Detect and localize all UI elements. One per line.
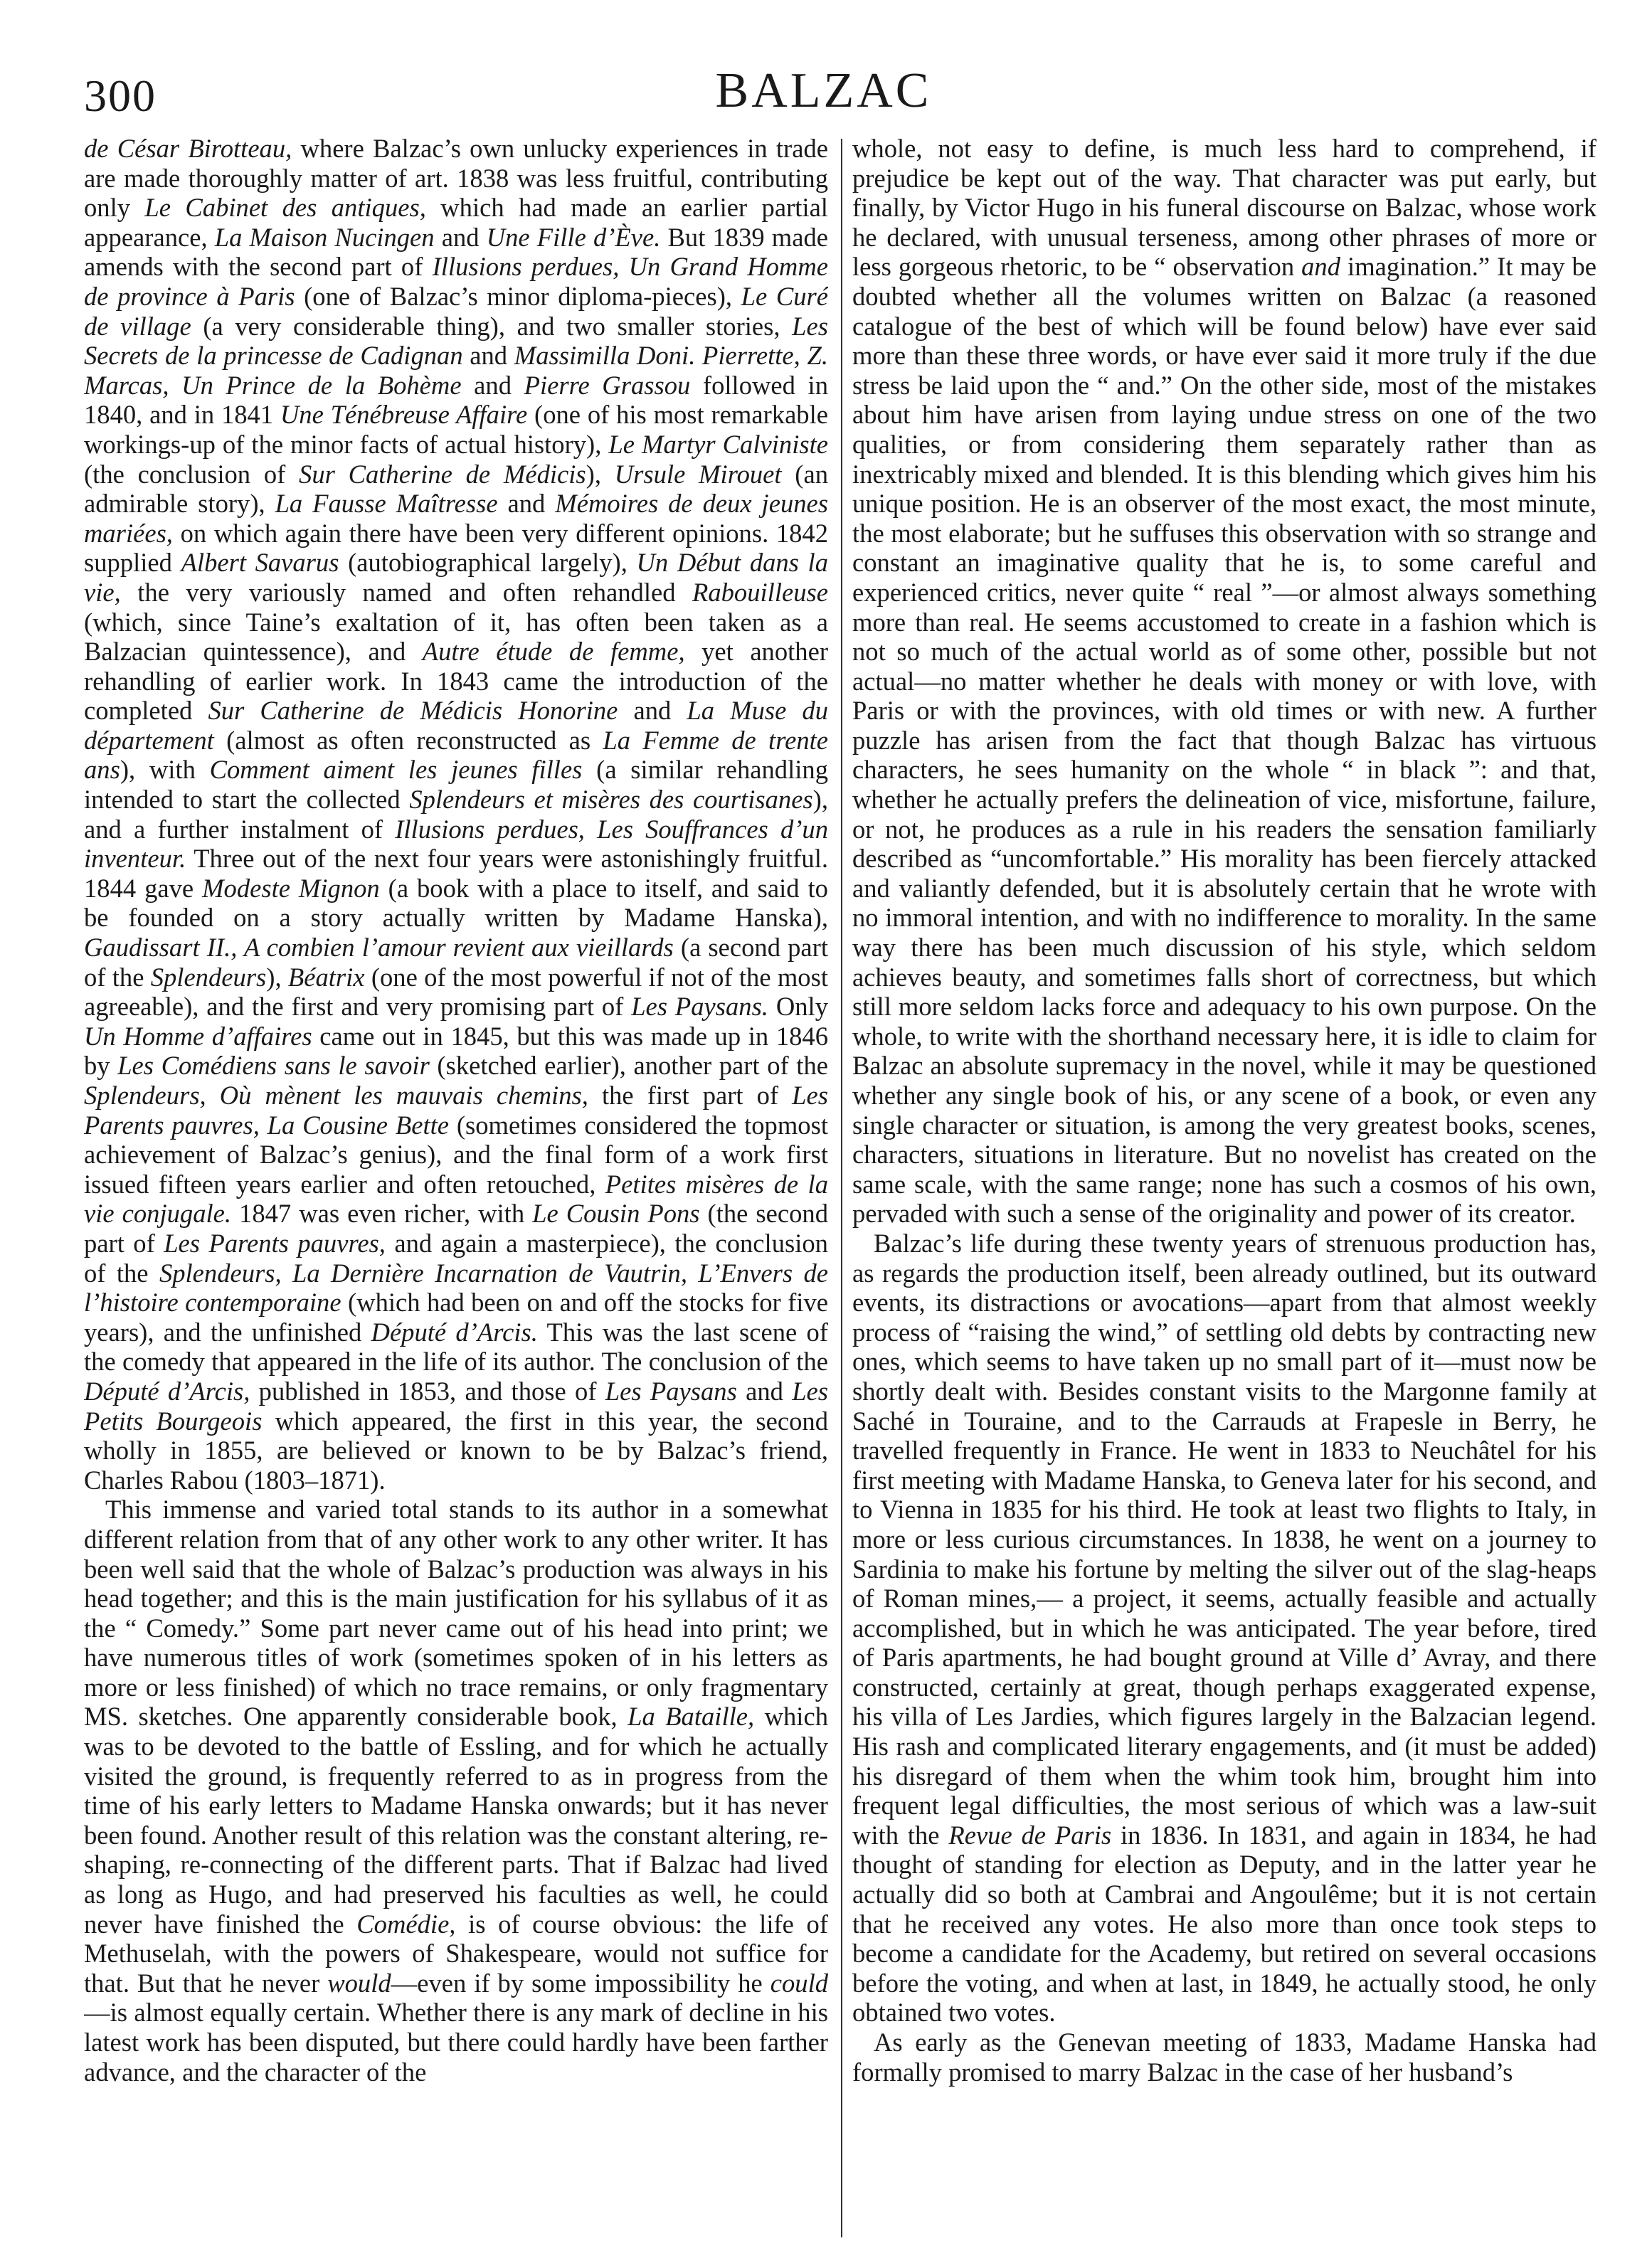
text-run: (sometimes considered the topmost achievement of Balzac’s genius), and the final form of a work first issued fifteen years earlier and often retouched, <box>84 1110 828 1199</box>
paragraph <box>84 1495 828 2087</box>
text-run: (a similar rehandling intended to start the collected <box>84 755 828 815</box>
text-run: where Balzac’s own unlucky experiences in trade are made thoroughly matter of art. 1838 was less fruitful, contributing only <box>84 134 828 223</box>
italic-title-run: Député d’Arcis. <box>371 1317 538 1347</box>
text-run: and <box>461 370 524 400</box>
text-run: followed in 1840, and in 1841 <box>84 370 828 430</box>
italic-title-run: Les Petits Bourgeois <box>84 1376 828 1436</box>
italic-title-run: Les Paysans. <box>631 992 768 1022</box>
italic-title-run: La Bataille, <box>627 1702 755 1732</box>
italic-title-run: Petites misères de la vie conjugale. <box>84 1169 828 1229</box>
italic-title-run: Les Paysans <box>605 1376 737 1406</box>
column-divider <box>841 139 842 2237</box>
italic-title-run: Le Cousin Pons <box>532 1199 700 1229</box>
text-run: Balzac’s life during these twenty years of strenuous production has, as regards the production itself, been already outlined, but its outward events, its distractions or avocations—apart from that almost weekly process of “raising the wind,” of settling old debts by contracting new ones, which seems to have taken up no small part of it—must now be shortly dealt with. Besides constant visits to the Margonne family at Saché in Touraine, and to the Carrauds at Frapesle in Berry, he travelled frequently in France. He went in 1833 to Neuchâtel for his first meeting with Madame Hanska, to Geneva later for his second, and to Vienna in 1835 for his third. He took at least two flights to Italy, in more or less curious circumstances. In 1838, he went on a journey to Sardinia to make his fortune by melting the silver out of the slag-heaps of Roman mines,— a project, it seems, actually feasible and actually accomplished, but in which he was anticipated. The year before, tired of Paris apartments, he had bought ground at Ville d’ Avray, and there constructed, certainly at great, though perhaps exaggerated expense, his villa of Les Jardies, which figures largely in the Balzacian legend. His rash and complicated literary engagements, and (it must be added) his disregard of them when the whim took him, brought him into frequent legal difficulties, the most serious of which was a law-suit with the <box>852 1228 1596 1850</box>
paragraph <box>84 134 828 1495</box>
italic-title-run: could <box>770 1968 828 1998</box>
italic-title-run: Splendeurs <box>150 962 267 992</box>
text-run: (which had been on and off the stocks for five years), and the unfinished <box>84 1288 828 1347</box>
italic-title-run: Le Cabinet des antiques, <box>144 193 426 223</box>
italic-title-run: Le Martyr Calviniste <box>608 429 828 459</box>
right-column <box>852 134 1596 2250</box>
italic-title-run: Sur Catherine de Médicis <box>299 459 586 489</box>
page-number: 300 <box>84 70 157 121</box>
italic-title-run: Rabouilleuse <box>692 577 828 607</box>
italic-title-run: Les Secrets de la princesse de Cadignan <box>84 311 828 371</box>
text-run: imagination.” It may be doubted whether all the volumes written on Balzac (a reasoned catalogue of the best of which will be found below) have ever said more than these three words, or have ever said it more truly if the due stress be laid upon the “ and.” On the other side, most of the mistakes about him have arisen from laying undue stress on one of the two qualities, or from considering them separately rather than as inextricably mixed and blended. It is this blending which gives him his unique position. He is an observer of the most exact, the most minute, the most elaborate; but he suffuses this observation with so strange and constant an imaginative quality that he is, to some careful and experienced critics, never quite “ real ”—or almost always something more than real. He seems accustomed to create in a fashion which is not so much of the actual world as of some other, possible but not actual—no matter whether he deals with money or with love, with Paris or with the provinces, with old times or with new. A further puzzle has arisen from the fact that though Balzac has virtuous characters, he sees humanity on the whole “ in black ”: and that, whether he actually prefers the delineation of vice, misfortune, failure, or not, he produces as a rule in his readers the sensation familiarly described as “uncomfortable.” His morality has been fiercely attacked and valiantly defended, but it is absolutely certain that he wrote with no immoral intention, and with no indifference to morality. In the same way there has been much discussion of his style, which seldom achieves beauty, and sometimes falls short of correctness, but which still more seldom lacks force and adequacy to his own purpose. On the whole, to write with the shorthand necessary here, it is idle to claim for Balzac an absolute supremacy in the novel, while it may be questioned whether any single book of his, or any scene of a book, or even any single character or situation, is among the very greatest books, scenes, characters, situations in literature. But no novelist has created on the same scale, with the same range; none has such a cosmos of his own, pervaded with such a sense of the originality and power of its creator. <box>852 252 1596 1229</box>
italic-title-run: Revue de Paris <box>948 1820 1112 1850</box>
text-run: Only <box>768 992 828 1022</box>
italic-title-run: Mémoires de deux jeunes mariées, <box>84 489 828 548</box>
text-run: (sketched earlier), another part of the <box>429 1051 828 1081</box>
text-run: 1847 was even richer, with <box>231 1199 533 1229</box>
text-run: which appeared, the first in this year, the second wholly in 1855, are believed or known to be by Balzac’s friend, Charles Rabou (1803–1871). <box>84 1406 828 1495</box>
text-run: ), and a further instalment of <box>84 785 828 844</box>
text-run: (an admirable story), <box>84 459 828 519</box>
text-run: (the second part of <box>84 1199 828 1258</box>
text-run: the very variously named and often rehandled <box>120 577 693 607</box>
text-run: ), <box>586 459 615 489</box>
text-run: (a second part of the <box>84 933 828 992</box>
text-run: Three out of the next four years were astonishingly fruitful. 1844 gave <box>84 844 828 903</box>
text-run: and <box>497 489 556 519</box>
text-run: in 1836. In 1831, and again in 1834, he had thought of standing for election as Deputy, and in the latter year he actually did so both at Cambrai and Angoulême; but it is not certain that he received any votes. He also more than once took steps to become a candidate for the Academy, but retired on several occasions before the voting, and when at last, in 1849, he actually stood, he only obtained two votes. <box>852 1820 1596 2028</box>
text-run: —is almost equally certain. Whether there is any mark of decline in his latest work has been disputed, but there could hardly have been farther advance, and the character of the <box>84 1998 828 2087</box>
italic-title-run: Les Parents pauvres, <box>164 1228 386 1258</box>
italic-title-run: Pierre Grassou <box>524 370 691 400</box>
italic-title-run: Un Homme d’affaires <box>84 1021 312 1051</box>
italic-title-run: Député d’Arcis, <box>84 1376 250 1406</box>
italic-title-run: La Femme de trente ans <box>84 725 828 785</box>
italic-title-run: would <box>327 1968 391 1998</box>
italic-title-run: Massimilla Doni. Pierrette, Z. Marcas, Un Prince de la Bohème <box>84 341 828 400</box>
text-run: ), <box>266 962 288 992</box>
italic-title-run: Sur Catherine de Médicis Honorine <box>208 696 618 726</box>
italic-title-run: Le Curé de village <box>84 281 828 341</box>
text-run: (one of Balzac’s minor diploma-pieces), <box>295 281 741 311</box>
italic-title-run: and <box>1301 252 1341 282</box>
text-run: is of course obvious: the life of Methuselah, with the powers of Shakespeare, would not suffice for that. But that he never <box>84 1909 828 1998</box>
text-run: and <box>462 341 514 371</box>
text-run: This was the last scene of the comedy that appeared in the life of its author. The conclusion of the <box>84 1317 828 1377</box>
left-column <box>84 134 828 2250</box>
text-run: and <box>434 222 487 252</box>
text-run: (one of the most powerful if not of the most agreeable), and the first and very promising part of <box>84 962 828 1022</box>
italic-title-run: Comment aiment les jeunes filles <box>209 755 583 785</box>
italic-title-run: Splendeurs, La Dernière Incarnation de Vautrin, L’Envers de l’histoire contemporaine <box>84 1258 828 1318</box>
italic-title-run: Illusions perdues, Un Grand Homme de province à Paris <box>84 252 828 311</box>
italic-title-run: Modeste Mignon <box>202 873 380 903</box>
text-run: —even if by some impossibility he <box>391 1968 770 1998</box>
italic-title-run: Gaudissart II., A combien l’amour revient aux vieillards <box>84 933 674 963</box>
italic-title-run: Une Fille d’Ève. <box>486 222 661 252</box>
text-run: ), with <box>120 755 210 785</box>
text-run: (one of his most remarkable workings-up of the minor facts of actual history), <box>84 400 828 459</box>
text-run: and <box>618 696 687 726</box>
paragraph <box>852 1229 1596 2028</box>
paragraph <box>852 2028 1596 2087</box>
italic-title-run: Béatrix <box>287 962 365 992</box>
italic-title-run: Les Comédiens sans le savoir <box>117 1051 430 1081</box>
text-run: (which, since Taine’s exaltation of it, has often been taken as a Balzacian quintessence), and <box>84 607 828 667</box>
text-run: the first part of <box>588 1081 793 1110</box>
page-header <box>0 50 1647 128</box>
italic-title-run: Splendeurs, Où mènent les mauvais chemins, <box>84 1081 588 1110</box>
italic-title-run: La Muse du département <box>84 696 828 755</box>
text-run: on which again there have been very different opinions. 1842 supplied <box>84 518 828 578</box>
text-run: (a book with a place to itself, and said to be founded on a story actually written by Madame Hanska), <box>84 873 828 933</box>
italic-title-run: Albert Savarus <box>181 548 339 578</box>
text-run: As early as the Genevan meeting of 1833, Madame Hanska had formally promised to marry Balzac in the case of her husband’s <box>852 2028 1596 2087</box>
italic-title-run: Autre étude de femme, <box>422 637 685 667</box>
text-run: which had made an earlier partial appearance, <box>84 193 828 252</box>
italic-title-run: Comédie, <box>356 1909 456 1939</box>
italic-title-run: Les Parents pauvres, La Cousine Bette <box>84 1081 828 1140</box>
text-run: came out in 1845, but this was made up in 1846 by <box>84 1021 828 1081</box>
text-run: whole, not easy to define, is much less hard to comprehend, if prejudice be kept out of the way. That character was put early, but finally, by Victor Hugo in his funeral discourse on Balzac, whose work he declared, with unusual terseness, among other phrases of more or less gorgeous rhetoric, to be “ observation <box>852 134 1596 282</box>
text-run: But 1839 made amends with the second part of <box>84 222 828 282</box>
text-run: and <box>736 1376 793 1406</box>
italic-title-run: Un Début dans la vie, <box>84 548 828 607</box>
text-run: (the conclusion of <box>84 459 300 489</box>
italic-title-run: La Fausse Maîtresse <box>275 489 498 519</box>
text-run: and again a masterpiece), the conclusion of the <box>84 1228 828 1288</box>
text-run: (a very considerable thing), and two smaller stories, <box>191 311 793 341</box>
italic-title-run: Une Ténébreuse Affaire <box>280 400 528 430</box>
text-run: published in 1853, and those of <box>250 1376 605 1406</box>
paragraph <box>852 134 1596 1229</box>
text-run: which was to be devoted to the battle of Essling, and for which he actually visited the ground, is frequently referred to as in progress from the time of his early letters to Madame Hanska onwards; but it has never been found. Another result of this relation was the constant altering, re-shaping, re-connecting of the different parts. That if Balzac had lived as long as Hugo, and had preserved his faculties as well, he could never have finished the <box>84 1702 828 1939</box>
text-run: (almost as often reconstructed as <box>213 725 603 755</box>
text-run: yet another rehandling of earlier work. In 1843 came the introduction of the completed <box>84 637 828 726</box>
italic-title-run: de César Birotteau, <box>84 134 292 163</box>
text-run: (autobiographical largely), <box>339 548 637 578</box>
italic-title-run: Illusions perdues, Les Souffrances d’un inventeur. <box>84 814 828 874</box>
text-run: This immense and varied total stands to its author in a somewhat different relation from that of any other work to any other writer. It has been well said that the whole of Balzac’s production was always in his head together; and this is the main justification for his syllabus of it as the “ Comedy.” Some part never came out of his head into print; we have numerous titles of work (sometimes spoken of in his letters as more or less finished) of which no trace remains, or only fragmentary MS. sketches. One apparently considerable book, <box>84 1495 828 1732</box>
italic-title-run: Splendeurs et misères des courtisanes <box>409 785 813 815</box>
running-title: BALZAC <box>715 63 932 118</box>
italic-title-run: La Maison Nucingen <box>214 222 435 252</box>
italic-title-run: Ursule Mirouet <box>614 459 782 489</box>
